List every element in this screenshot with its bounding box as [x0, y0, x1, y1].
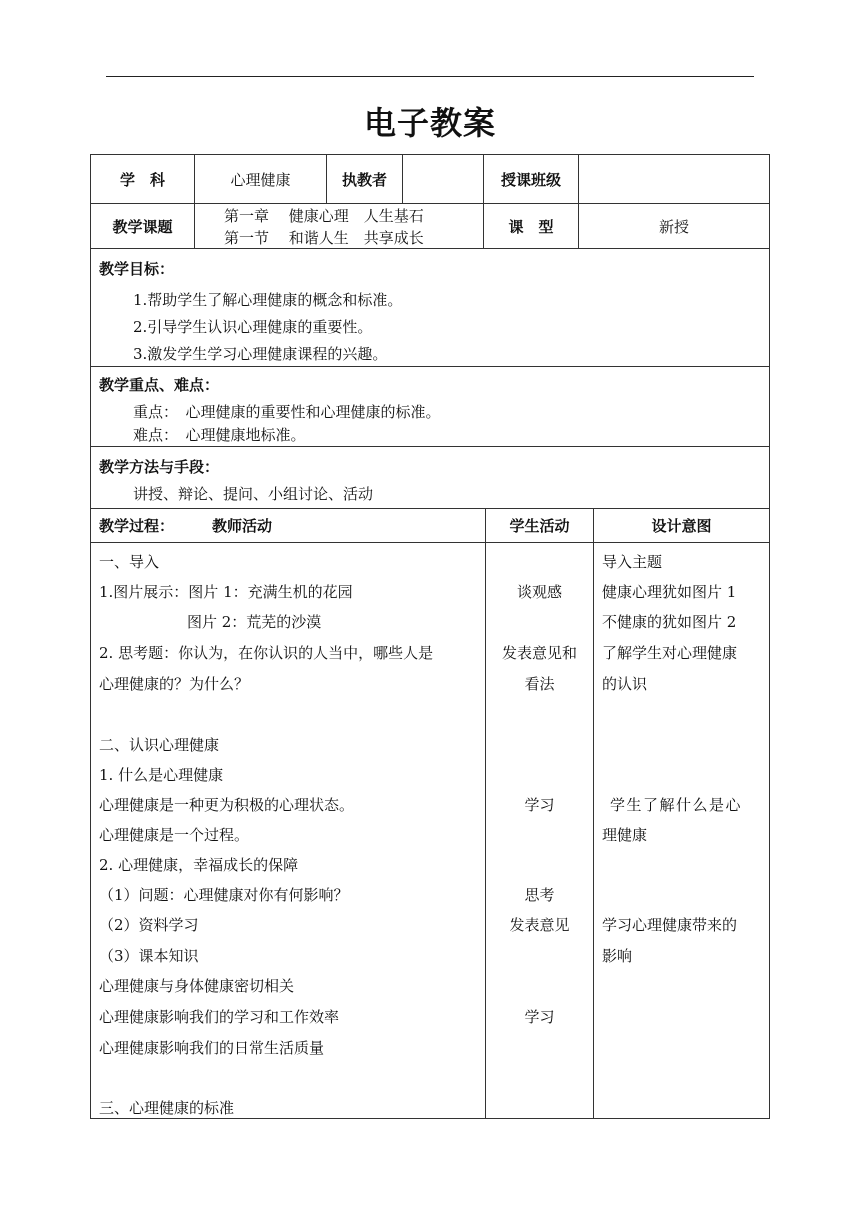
student-line: 学习	[524, 1007, 555, 1026]
intent-line: 影响	[602, 947, 633, 965]
intent-line: 健康心理犹如图片 1	[602, 583, 737, 601]
methods-text: 讲授、辩论、提问、小组讨论、活动	[133, 485, 374, 503]
teacher-line: （1）问题：心理健康对你有何影响？	[99, 886, 349, 904]
teacher-label: 执教者	[341, 170, 387, 189]
teacher-line: 心理健康的？为什么？	[99, 675, 250, 693]
teacher-line: 心理健康与身体健康密切相关	[99, 977, 295, 995]
teacher-line: 二、认识心理健康	[99, 736, 220, 754]
header-rule	[106, 76, 754, 77]
design-intent-header: 设计意图	[651, 517, 712, 535]
type-label: 课 型	[508, 217, 554, 236]
difficult-point: 难点： 心理健康地标准。	[133, 426, 306, 444]
teacher-line: 心理健康是一种更为积极的心理状态。	[99, 796, 355, 814]
key-point: 重点： 心理健康的重要性和心理健康的标准。	[133, 403, 441, 421]
document-title: 电子教案	[363, 104, 496, 142]
teacher-line: 一、导入	[99, 553, 160, 571]
student-line: 发表意见和	[501, 643, 577, 662]
teacher-line: 心理健康是一个过程。	[99, 826, 250, 844]
teacher-activity-header: 教师活动	[212, 517, 273, 535]
teacher-line: 图片 2：荒芜的沙漠	[187, 613, 322, 631]
teacher-line: 心理健康影响我们的学习和工作效率	[99, 1008, 340, 1026]
intent-line: 理健康	[602, 826, 648, 844]
keypoints-label: 教学重点、难点：	[99, 376, 220, 394]
class-label: 授课班级	[500, 170, 561, 189]
class-value	[579, 155, 769, 203]
teacher-line: 1. 什么是心理健康	[99, 766, 224, 784]
intent-line: 导入主题	[602, 553, 663, 571]
objectives-label: 教学目标：	[99, 260, 175, 278]
subject-value: 心理健康	[230, 170, 291, 189]
intent-line: 学习心理健康带来的	[602, 916, 738, 934]
intent-line: 了解学生对心理健康	[602, 644, 738, 662]
student-line: 学习	[524, 795, 555, 814]
subject-label: 学 科	[119, 170, 165, 189]
teacher-line: 心理健康影响我们的日常生活质量	[99, 1039, 325, 1057]
intent-line: 不健康的犹如图片 2	[602, 613, 737, 631]
teacher-line: （2）资料学习	[99, 916, 199, 934]
student-line: 发表意见	[509, 915, 570, 934]
teacher-line: （3）课本知识	[99, 947, 199, 965]
student-activity-header: 学生活动	[509, 517, 570, 535]
topic-line-1: 第一章 健康心理 人生基石	[224, 207, 424, 225]
teacher-value	[403, 155, 483, 203]
intent-line: 学生了解什么是心	[610, 796, 743, 814]
methods-label: 教学方法与手段：	[99, 458, 220, 476]
teacher-line: 2. 心理健康，幸福成长的保障	[99, 856, 299, 874]
teacher-line: 1.图片展示：图片 1：充满生机的花园	[99, 583, 353, 601]
intent-line: 的认识	[602, 675, 648, 693]
teacher-line: 2. 思考题：你认为，在你认识的人当中，哪些人是	[99, 644, 434, 662]
objective-item: 1.帮助学生了解心理健康的概念和标准。	[133, 291, 403, 309]
topic-line-2: 第一节 和谐人生 共享成长	[224, 229, 424, 247]
objective-item: 3.激发学生学习心理健康课程的兴趣。	[133, 345, 388, 363]
student-line: 思考	[524, 885, 555, 904]
process-label: 教学过程：	[99, 517, 175, 535]
topic-label: 教学课题	[112, 217, 173, 236]
student-line: 看法	[524, 674, 555, 693]
teacher-line: 三、心理健康的标准	[99, 1099, 235, 1117]
student-line: 谈观感	[516, 582, 562, 601]
type-value: 新授	[658, 217, 689, 236]
objective-item: 2.引导学生认识心理健康的重要性。	[133, 318, 373, 336]
